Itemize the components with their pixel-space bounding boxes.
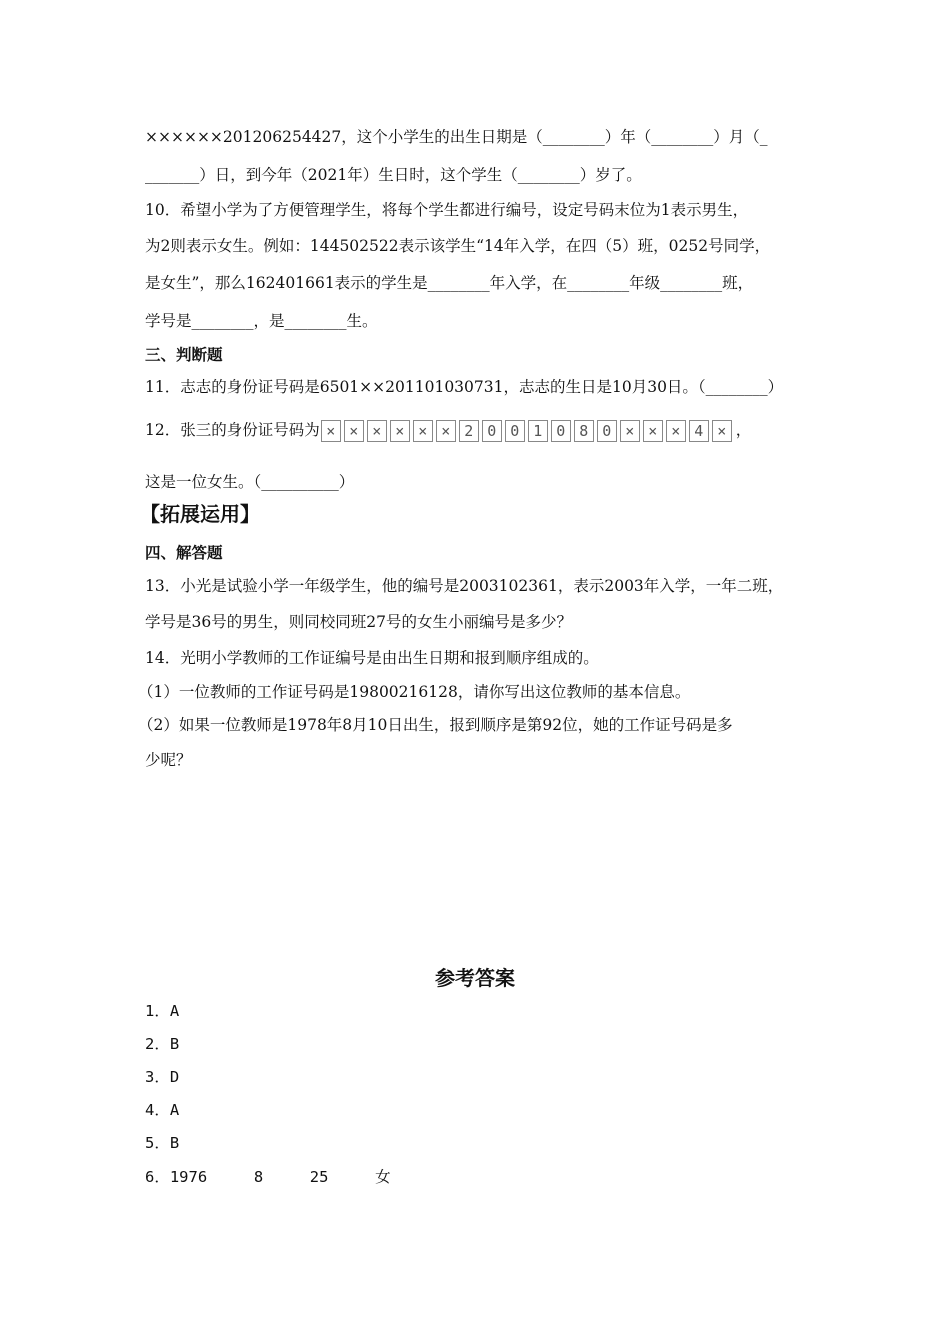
id-box: 8 (574, 420, 594, 442)
id-box: × (390, 420, 410, 442)
question-12-line-2: 这是一位女生。（__________） (145, 473, 355, 491)
question-12-line-1 (145, 418, 751, 442)
id-box: 1 (528, 420, 548, 442)
id-box: × (413, 420, 433, 442)
id-box: 0 (505, 420, 525, 442)
question-13-line-1: 13．小光是试验小学一年级学生，他的编号是2003102361，表示2003年入学，一年二班， (145, 577, 784, 595)
question-14: 14．光明小学教师的工作证编号是由出生日期和报到顺序组成的。 (145, 649, 599, 667)
id-box: 0 (597, 420, 617, 442)
section-heading-4: 四、解答题 (145, 543, 223, 562)
id-box: × (712, 420, 732, 442)
line-q9-cont-2: _______）日，到今年（2021年）生日时，这个学生（________）岁了。 (145, 166, 642, 184)
id-box: 0 (482, 420, 502, 442)
id-box: × (344, 420, 364, 442)
id-number-boxes (321, 420, 735, 442)
question-14-part-2-line-1: （2）如果一位教师是1978年8月10日出生，报到顺序是第92位，她的工作证号码是多 (138, 716, 733, 734)
id-box: 0 (551, 420, 571, 442)
id-box: × (643, 420, 663, 442)
extension-heading: 【拓展运用】 (140, 502, 260, 526)
question-14-part-2-line-2: 少呢？ (145, 751, 192, 769)
question-10-line-3: 是女生”，那么162401661表示的学生是________年入学，在________年级________班， (145, 274, 754, 292)
id-box: × (436, 420, 456, 442)
question-10-line-2: 为2则表示女生。例如：144502522表示该学生“14年入学，在四（5）班，0252号同学， (145, 237, 771, 255)
answer-1: 1．A (145, 1002, 180, 1020)
question-12-suffix: ， (735, 421, 752, 439)
id-box: × (367, 420, 387, 442)
question-10-line-1: 10．希望小学为了方便管理学生，将每个学生都进行编号，设定号码末位为1表示男生， (145, 201, 749, 219)
question-13-line-2: 学号是36号的男生，则同校同班27号的女生小丽编号是多少？ (145, 613, 572, 631)
section-heading-3: 三、判断题 (145, 345, 223, 364)
question-14-part-1: （1）一位教师的工作证号码是19800216128，请你写出这位教师的基本信息。 (138, 683, 691, 701)
answer-3: 3．D (145, 1068, 180, 1086)
id-box: × (620, 420, 640, 442)
question-12-prefix: 12．张三的身份证号码为 (145, 421, 320, 439)
line-q9-cont-1: ××××××201206254427，这个小学生的出生日期是（________）年（________）月（_ (145, 128, 768, 146)
answer-title: 参考答案 (435, 966, 515, 990)
id-box: × (666, 420, 686, 442)
question-11: 11．志志的身份证号码是6501××201101030731，志志的生日是10月30日。（________） (145, 378, 784, 396)
id-box: 4 (689, 420, 709, 442)
answer-5: 5．B (145, 1134, 180, 1152)
answer-6: 6．1976 8 25 女 (145, 1168, 391, 1186)
answer-4: 4．A (145, 1101, 180, 1119)
id-box: 2 (459, 420, 479, 442)
id-box: × (321, 420, 341, 442)
question-10-line-4: 学号是________，是________生。 (145, 312, 378, 330)
answer-2: 2．B (145, 1035, 180, 1053)
